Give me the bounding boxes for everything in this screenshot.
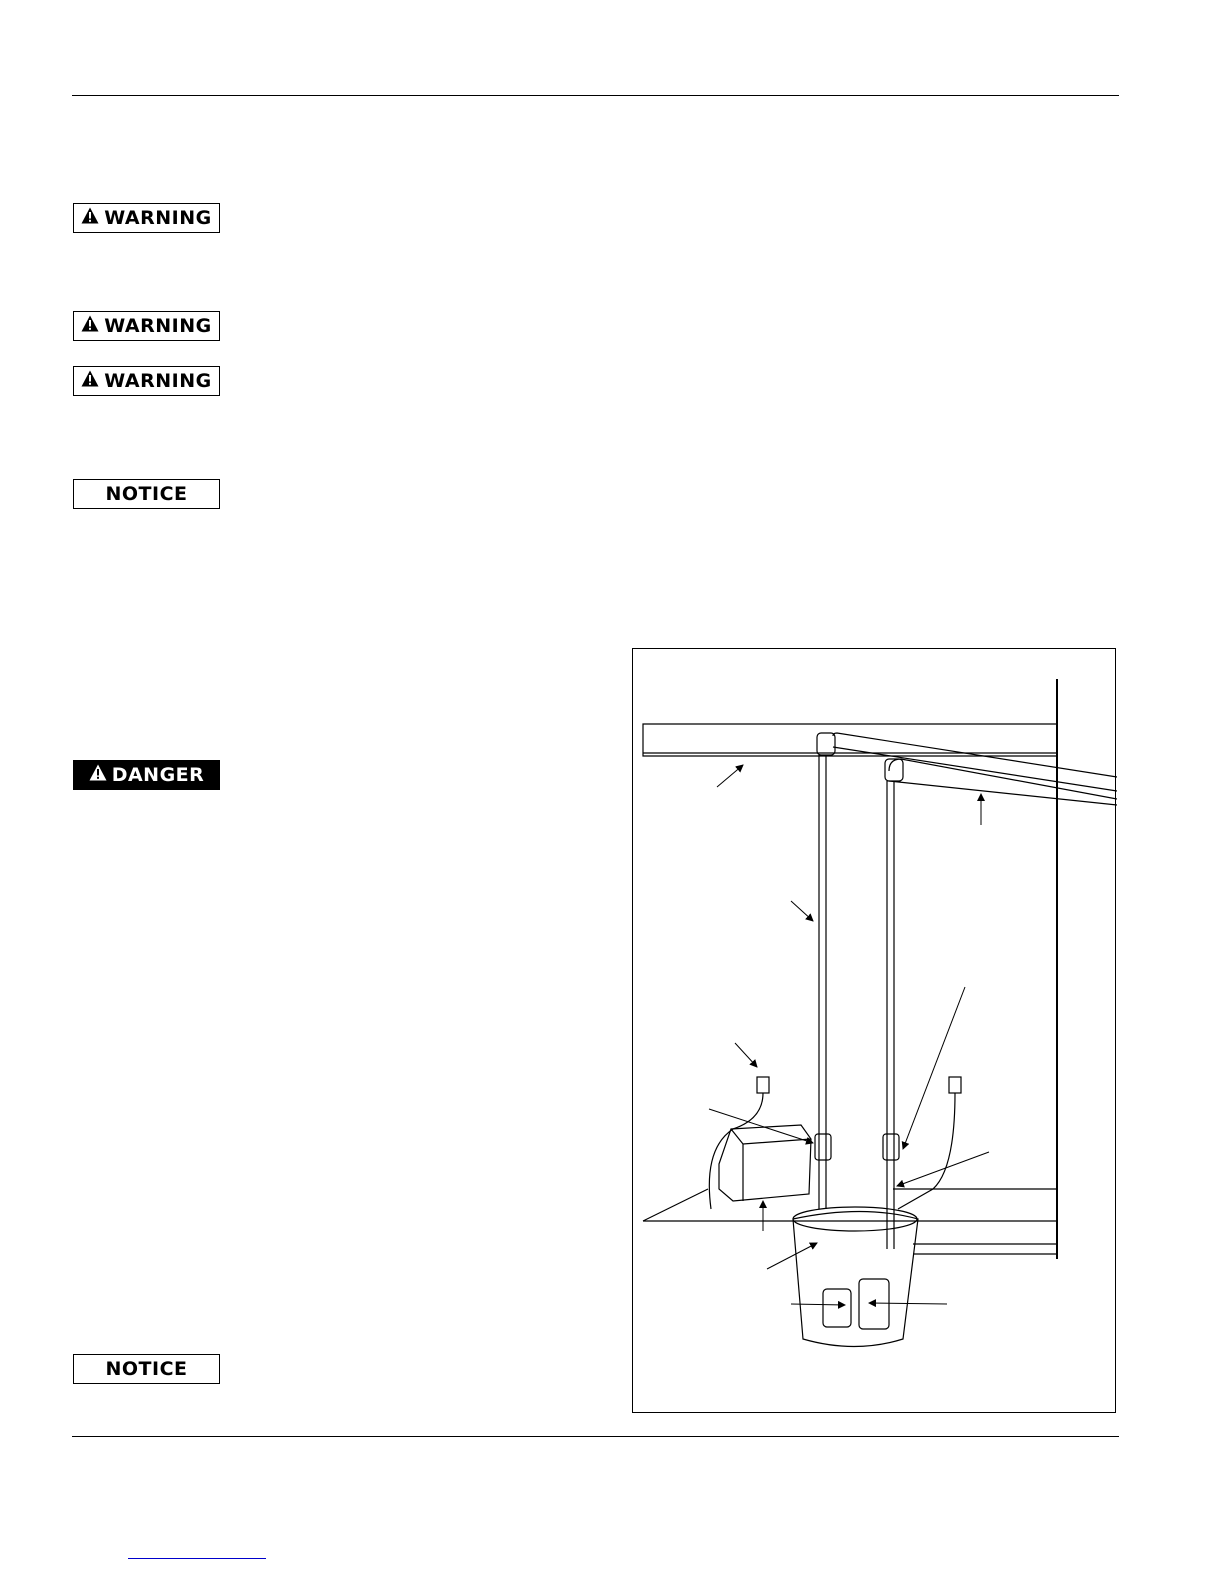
- backup-pump: [823, 1289, 851, 1327]
- warning-label: [73, 366, 220, 396]
- check-valve: [815, 1134, 831, 1160]
- alert-triangle-icon: [89, 764, 107, 786]
- danger-label: [73, 760, 220, 790]
- discharge-pipe-main: [833, 733, 1117, 791]
- sump-basin: [793, 1212, 918, 1347]
- warning-label-text: WARNING: [104, 315, 212, 337]
- alert-triangle-icon: [81, 370, 99, 392]
- primary-pump: [859, 1279, 889, 1329]
- notice-label: [73, 1354, 220, 1384]
- header-rule: [72, 95, 1119, 96]
- battery-box: [719, 1125, 811, 1201]
- floor-joist: [643, 724, 1057, 756]
- footer-rule: [72, 1436, 1119, 1437]
- warning-label: [73, 311, 220, 341]
- alert-triangle-icon: [81, 207, 99, 229]
- notice-label-text: NOTICE: [105, 483, 188, 505]
- warning-label: [73, 203, 220, 233]
- check-valve: [883, 1134, 899, 1160]
- danger-label-text: DANGER: [111, 764, 205, 786]
- link-underline: [128, 1558, 266, 1559]
- alert-triangle-icon: [81, 315, 99, 337]
- sump-pump-installation-illustration: [632, 648, 1116, 1413]
- electrical-outlet: [757, 1077, 769, 1093]
- notice-label-text: NOTICE: [105, 1358, 188, 1380]
- installation-drawing: [633, 649, 1117, 1414]
- warning-label-text: WARNING: [104, 370, 212, 392]
- electrical-outlet: [949, 1077, 961, 1093]
- warning-label-text: WARNING: [104, 207, 212, 229]
- notice-label: [73, 479, 220, 509]
